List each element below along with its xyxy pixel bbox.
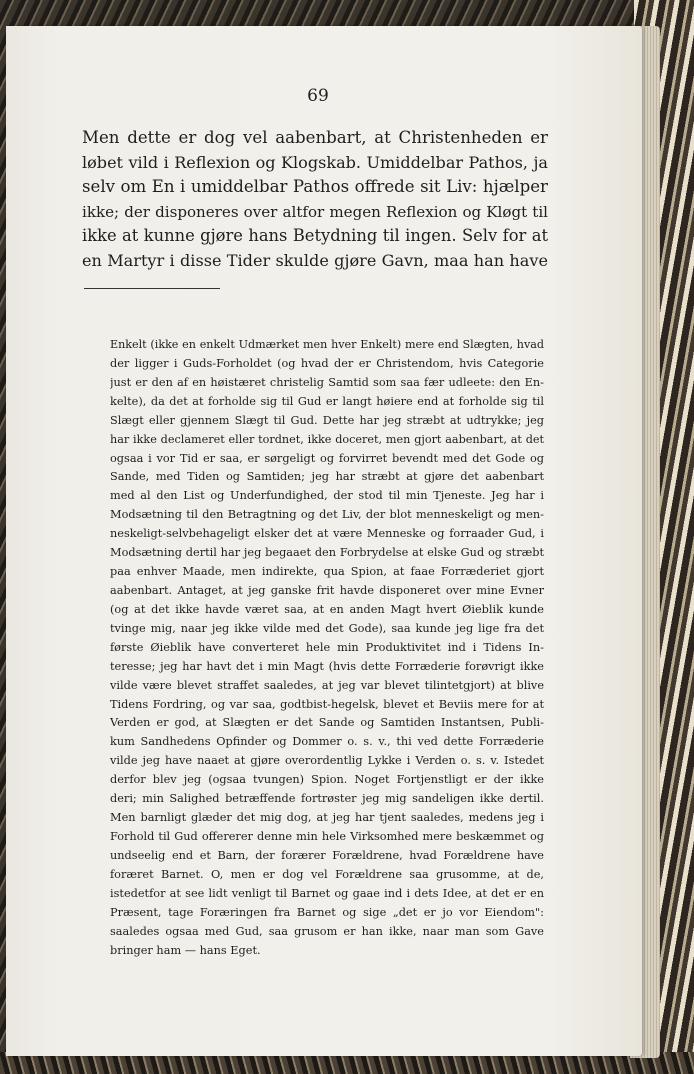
footnote-line: Verden er god, at Slægten er det Sande og Samtiden Instantsen, Publi- — [110, 716, 544, 730]
main-text-line: en Martyr i disse Tider skulde gjøre Gavn, maa han have — [82, 250, 548, 270]
footnote-line: ogsaa i vor Tid er saa, er sørgeligt og forvirret bevendt med det Gode og — [110, 451, 544, 465]
footnote-line: istedetfor at see lidt venligt til Barnet og gaae ind i dets Idee, at det er en — [110, 886, 544, 900]
footnote-line: Præsent, tage Foræringen fra Barnet og sige „det er jo vor Eiendom": — [110, 905, 544, 919]
footnote-line: Slægt eller gjennem Slægt til Gud. Dette har jeg stræbt at udtrykke; jeg — [110, 413, 544, 427]
footnote-line: paa enhver Maade, men indirekte, qua Spion, at faae Forræderiet gjort — [110, 565, 544, 579]
footnote-divider — [84, 288, 220, 289]
footnote-line: vilde være blevet straffet saaledes, at jeg var blevet tilintetgjort) at blive — [110, 678, 544, 692]
main-text-line: ikke at kunne gjøre hans Betydning til ingen. Selv for at — [82, 226, 548, 246]
footnote-line: saaledes ogsaa med Gud, saa grusom er han ikke, naar man som Gave — [110, 924, 544, 938]
page-number: 69 — [307, 86, 329, 106]
footnote-line: har ikke declameret eller tordnet, ikke doceret, men gjort aabenbart, at det — [110, 432, 544, 446]
footnote-line: aabenbart. Antaget, at jeg ganske frit havde disponeret over mine Evner — [110, 583, 544, 597]
footnote-line: undseelig end et Barn, der forærer Forældrene, hvad Forældrene have — [110, 848, 544, 862]
footnote-line: Tidens Fordring, og var saa, godtbist-hegelsk, blevet et Beviis mere for at — [110, 697, 544, 711]
footnote-line: første Øieblik have converteret hele min Produktivitet ind i Tidens In- — [110, 640, 544, 654]
main-text-line: løbet vild i Reflexion og Klogskab. Umiddelbar Pathos, ja — [82, 152, 548, 172]
footnote-line: Forhold til Gud offererer denne min hele Virksomhed mere beskæmmet og — [110, 829, 544, 843]
main-text — [82, 126, 548, 274]
footnote-line: (og at det ikke havde været saa, at en anden Magt hvert Øieblik kunde — [110, 602, 544, 616]
footnote-line: vilde jeg have naaet at gjøre overordentlig Lykke i Verden o. s. v. Istedet — [110, 754, 544, 768]
footnote-line: teresse; jeg har havt det i min Magt (hvis dette Forræderie forøvrigt ikke — [110, 659, 544, 673]
footnote-line: Sande, med Tiden og Samtiden; jeg har stræbt at gjøre det aabenbart — [110, 470, 544, 484]
main-text-line: Men dette er dog vel aabenbart, at Christenheden er — [82, 128, 548, 147]
footnote-line: kelte), da det at forholde sig til Gud er langt høiere end at forholde sig til — [110, 394, 544, 408]
main-text-line: selv om En i umiddelbar Pathos offrede sit Liv: hjælper — [82, 177, 548, 197]
footnote-line: foræret Barnet. O, men er dog vel Forældrene saa grusomme, at de, — [110, 867, 544, 881]
book-page — [6, 26, 642, 1056]
footnote-line: bringer ham — hans Eget. — [110, 943, 261, 957]
footnote-line: med al den List og Underfundighed, der stod til min Tjeneste. Jeg har i — [110, 489, 544, 503]
footnote-line: der ligger i Guds-Forholdet (og hvad der er Christendom, hvis Categorie — [110, 356, 544, 370]
footnote-line: Men barnligt glæder det mig dog, at jeg har tjent saaledes, medens jeg i — [110, 811, 544, 825]
footnote — [110, 336, 544, 960]
footnote-line: tvinge mig, naar jeg ikke vilde med det Gode), saa kunde jeg lige fra det — [110, 621, 544, 635]
footnote-line: derfor blev jeg (ogsaa tvungen) Spion. Noget Fortjenstligt er der ikke — [110, 773, 544, 787]
footnote-line: Enkelt (ikke en enkelt Udmærket men hver Enkelt) mere end Slægten, hvad — [110, 338, 544, 351]
footnote-line: kum Sandhedens Opfinder og Dommer o. s. v., thi ved dette Forræderie — [110, 735, 544, 749]
footnote-line: Modsætning til den Betragtning og det Liv, der blot menneskeligt og men- — [110, 508, 544, 522]
footnote-line: neskeligt-selvbehageligt elsker det at være Menneske og forraader Gud, i — [110, 527, 544, 541]
footnote-line: just er den af en høistæret christelig Samtid som saa fær udleete: den En- — [110, 375, 544, 389]
footnote-line: Modsætning dertil har jeg begaaet den Forbrydelse at elske Gud og stræbt — [110, 546, 544, 560]
footnote-line: deri; min Salighed betræffende fortrøster jeg mig sandeligen ikke dertil. — [110, 792, 544, 806]
main-text-line: ikke; der disponeres over altfor megen Reflexion og Kløgt til — [82, 202, 548, 221]
